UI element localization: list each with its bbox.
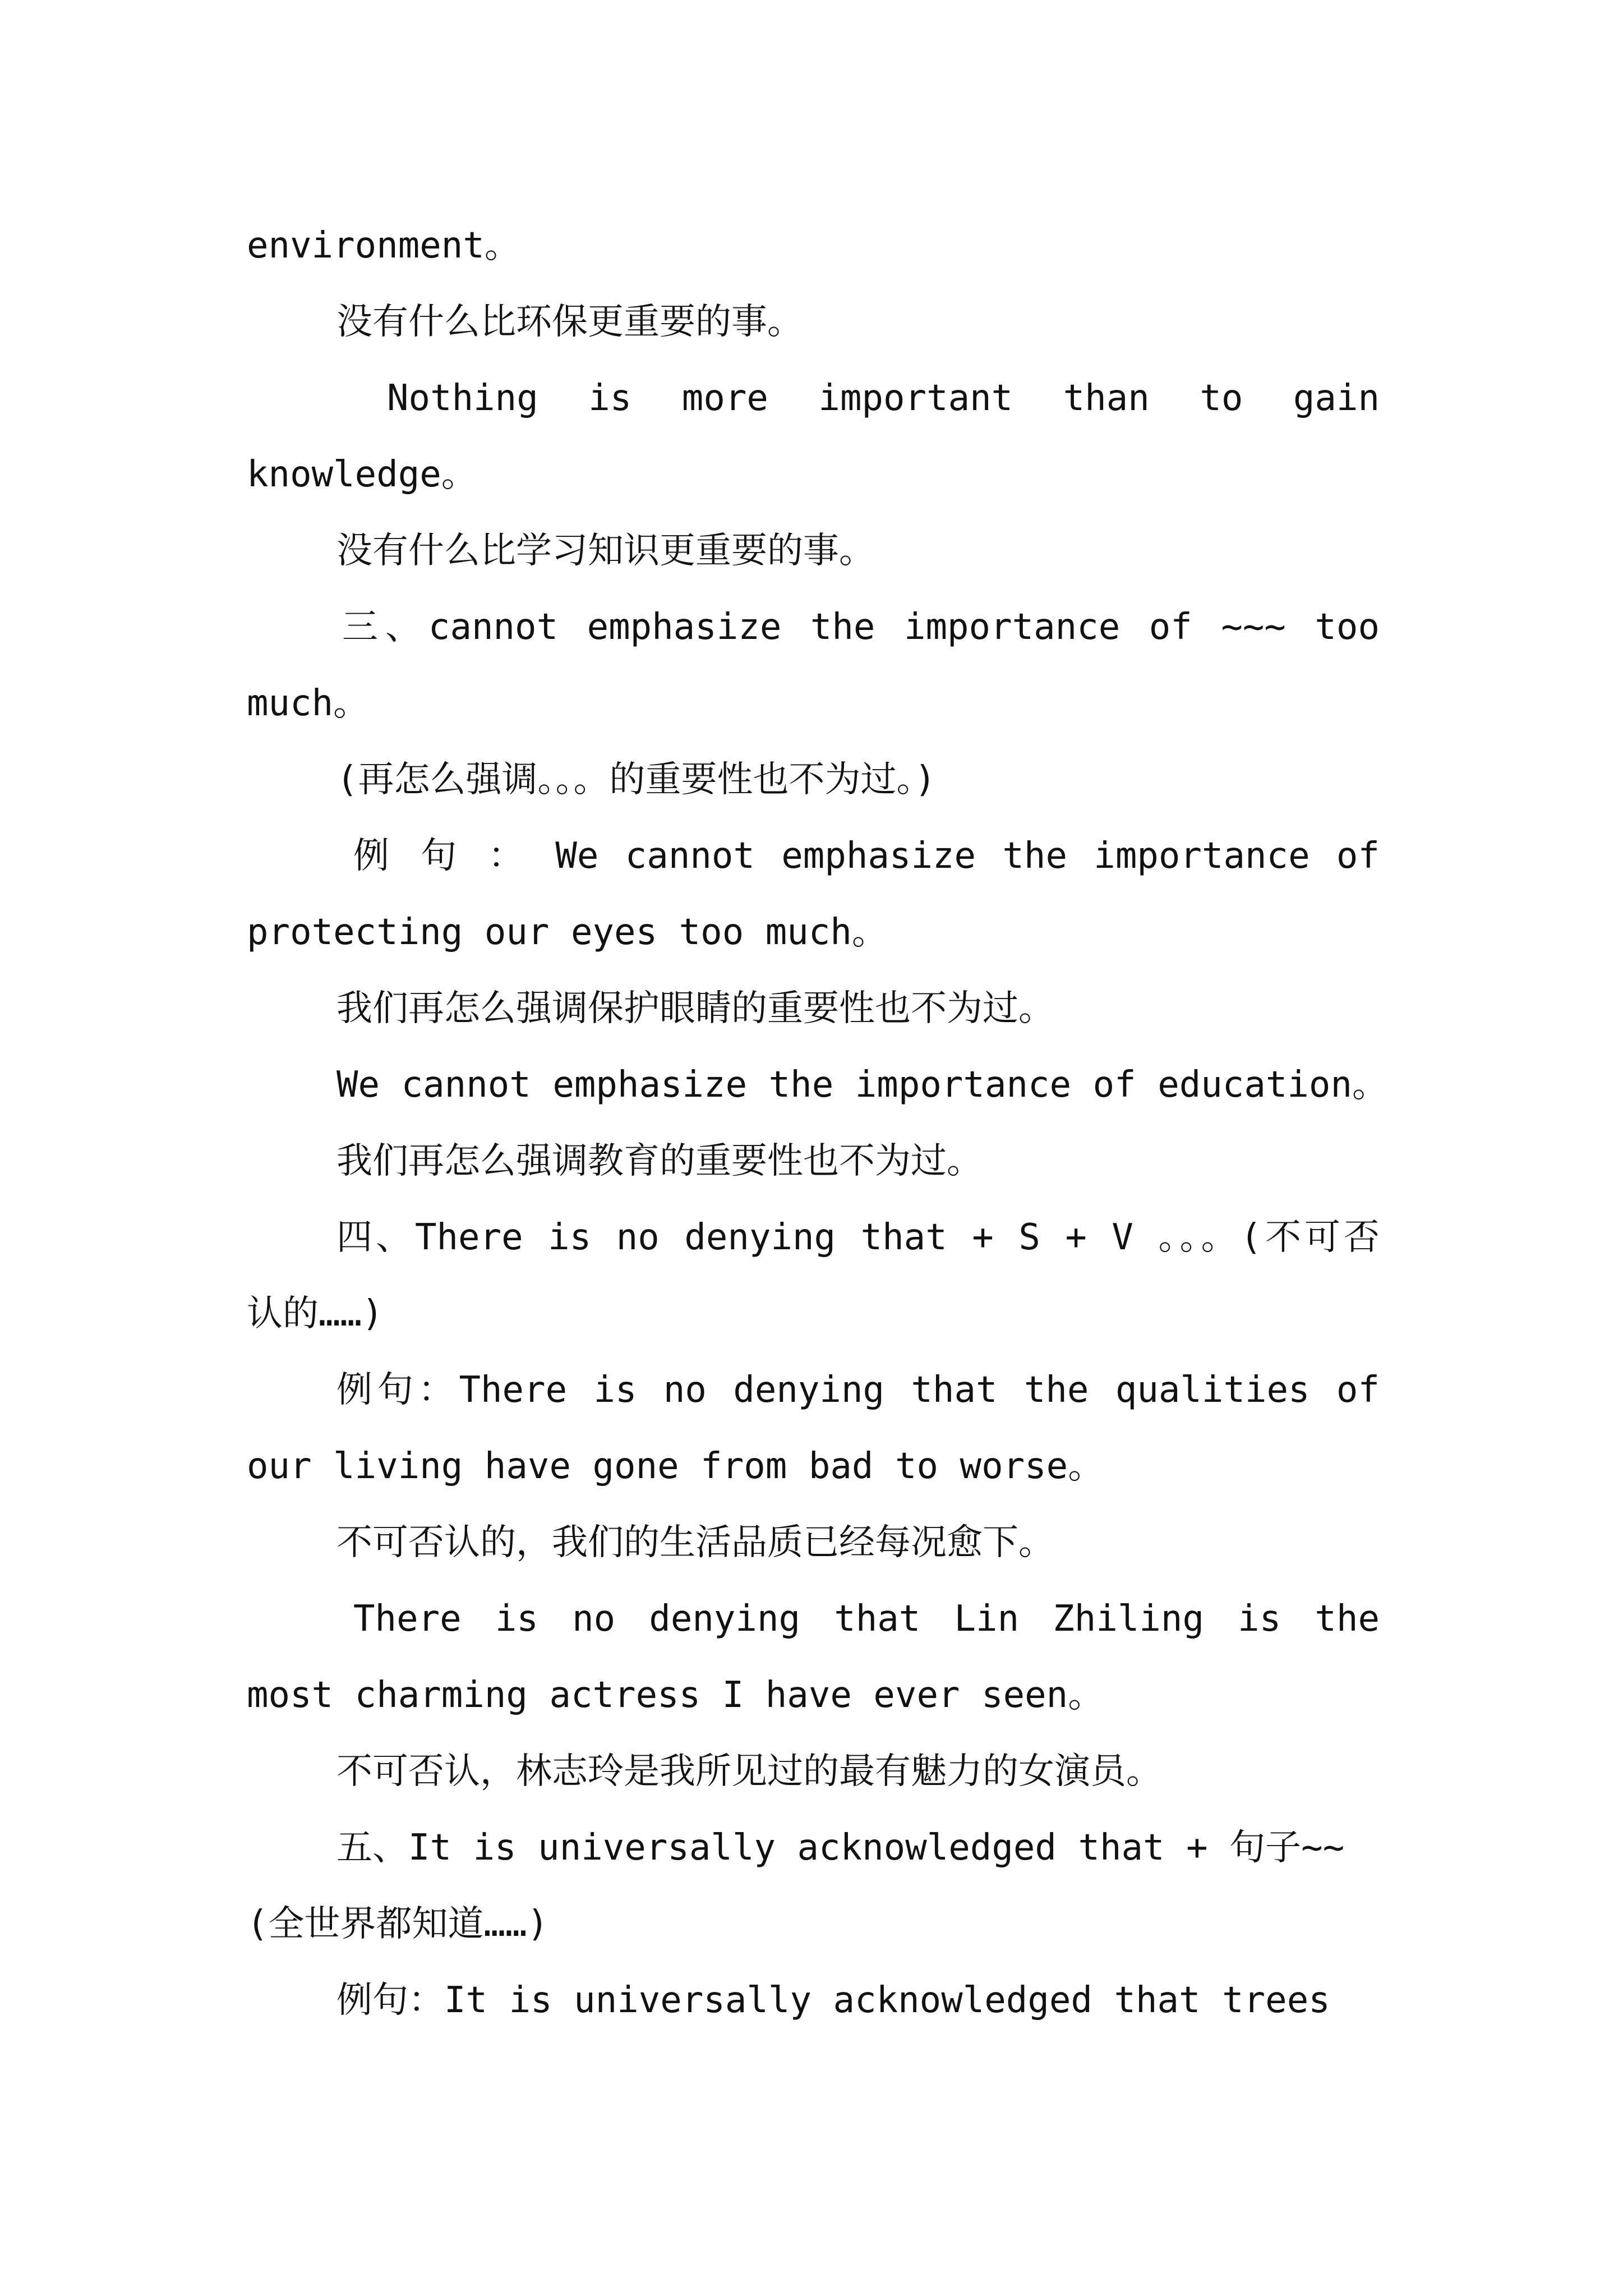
text-line: We cannot emphasize the importance of education。 — [336, 1064, 1388, 1106]
text-line: 没有什么比学习知识更重要的事。 — [336, 530, 875, 572]
text-line: much。 — [247, 683, 370, 724]
text-line: 我们再怎么强调教育的重要性也不为过。 — [336, 1140, 983, 1182]
text-line: 例句：It is universally acknowledged that trees — [336, 1980, 1330, 2021]
text-line: 认的……) — [247, 1293, 384, 1335]
text-line: 我们再怎么强调保护眼睛的重要性也不为过。 — [336, 988, 1054, 1029]
text-line: most charming actress I have ever seen。 — [247, 1674, 1104, 1716]
text-line: (全世界都知道……) — [247, 1903, 549, 1945]
heading-line: 三、cannot emphasize the importance of ~~~ too — [342, 606, 1380, 648]
heading-line: 五、It is universally acknowledged that + 句子~~ — [336, 1827, 1345, 1869]
text-line: our living have gone from bad to worse。 — [247, 1446, 1104, 1487]
text-line: protecting our eyes too much。 — [247, 912, 888, 953]
text-line: 例 句 ： We cannot emphasize the importance of — [353, 835, 1380, 877]
text-line: 不可否认，林志玲是我所见过的最有魅力的女演员。 — [336, 1751, 1162, 1792]
text-line: 例句：There is no denying that the qualities of — [336, 1369, 1380, 1411]
text-line: Nothing is more important than to gain — [387, 378, 1380, 419]
heading-line: 四、There is no denying that + S + V 。。。(不可否 — [336, 1217, 1380, 1258]
text-line: knowledge。 — [247, 454, 477, 495]
text-line: (再怎么强调。。。的重要性也不为过。) — [336, 759, 937, 800]
text-line: environment。 — [247, 225, 520, 266]
text-line: 没有什么比环保更重要的事。 — [336, 301, 803, 343]
text-line: There is no denying that Lin Zhiling is the — [353, 1598, 1380, 1640]
text-line: 不可否认的，我们的生活品质已经每况愈下。 — [336, 1522, 1054, 1563]
